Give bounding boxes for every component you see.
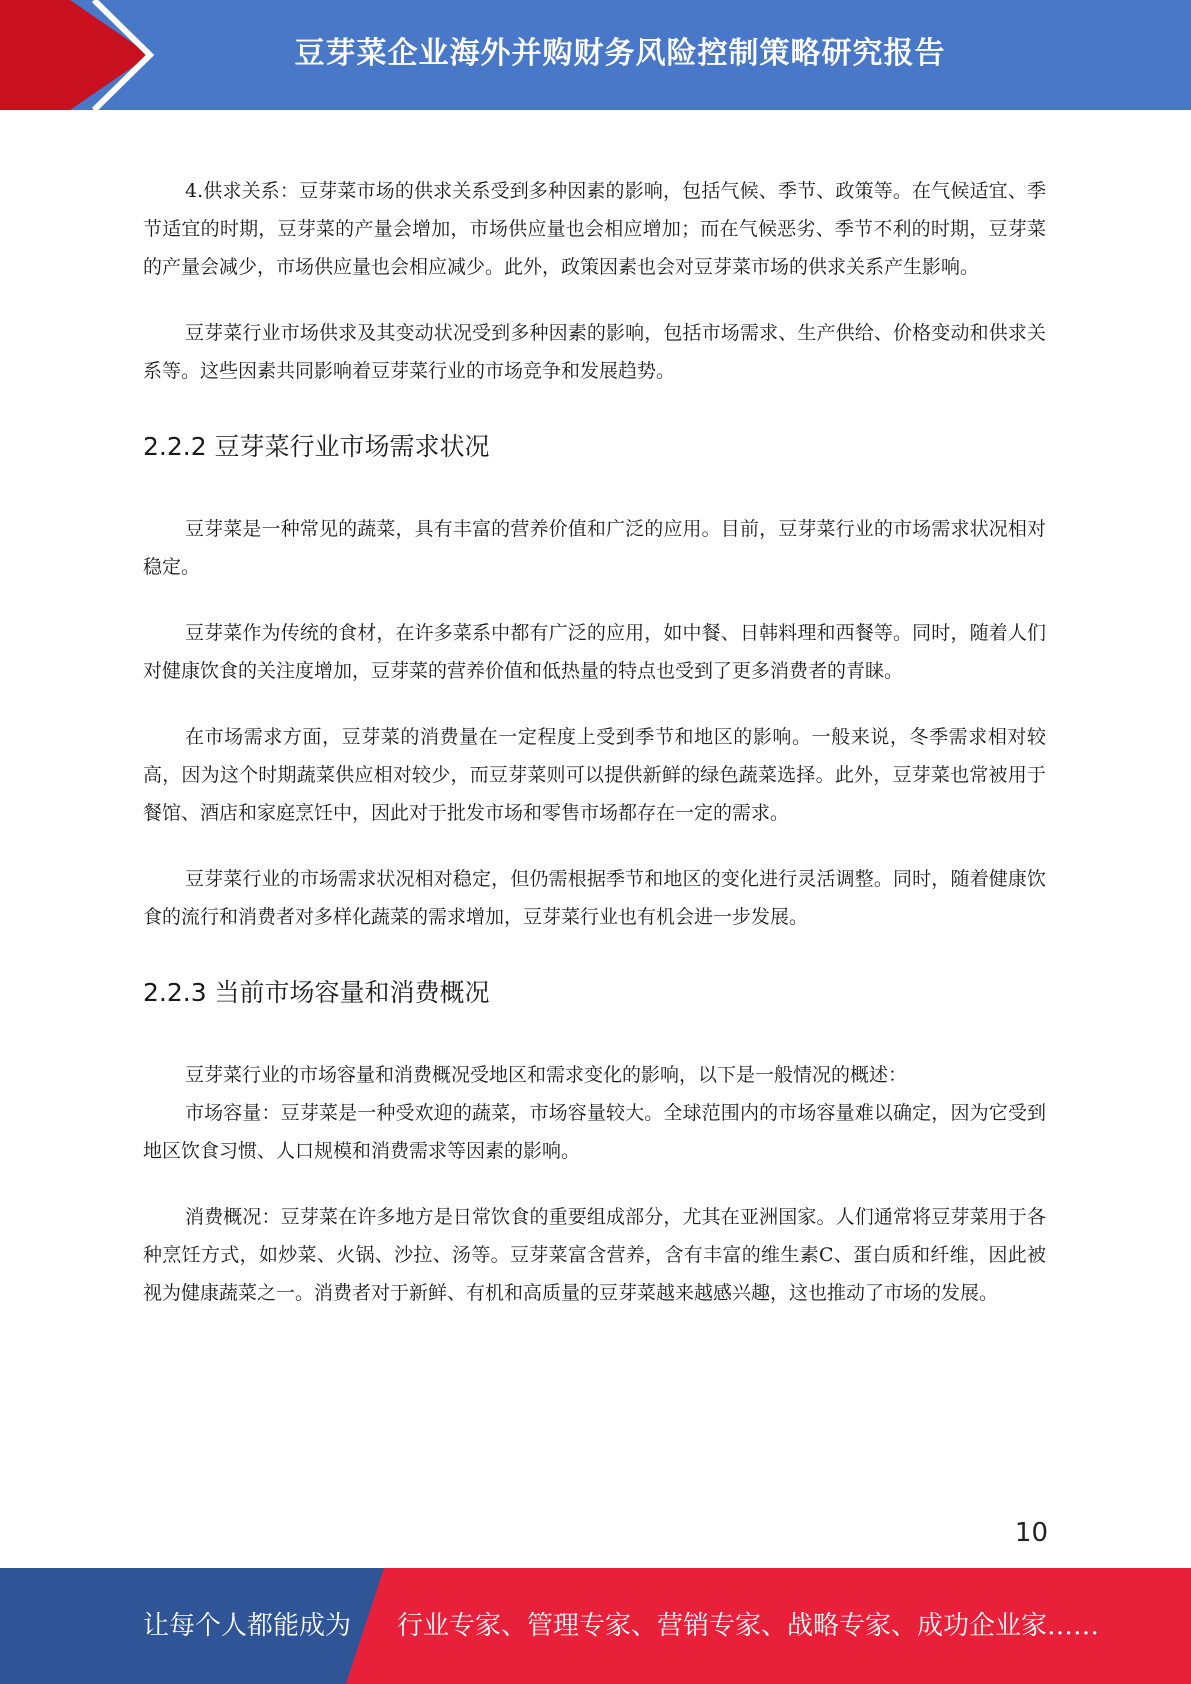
paragraph-market-factors: 豆芽菜行业市场供求及其变动状况受到多种因素的影响，包括市场需求、生产供给、价格变动和供求关系等。这些因素共同影响着豆芽菜行业的市场竞争和发展趋势。 (143, 322, 1046, 382)
header-red-arrow (0, 0, 150, 110)
paragraph-seasonal-demand: 在市场需求方面，豆芽菜的消费量在一定程度上受到季节和地区的影响。一般来说，冬季需求相对较高，因为这个时期蔬菜供应相对较少，而豆芽菜则可以提供新鲜的绿色蔬菜选择。此外，豆芽菜也常被用于餐馆、酒店和家庭烹饪中，因此对于批发市场和零售市场都存在一定的需求。 (143, 726, 1046, 824)
paragraph-capacity-intro: 豆芽菜行业的市场容量和消费概况受地区和需求变化的影响，以下是一般情况的概述： (185, 1064, 908, 1086)
paragraph-traditional-ingredient: 豆芽菜作为传统的食材，在许多菜系中都有广泛的应用，如中餐、日韩料理和西餐等。同时，随着人们对健康饮食的关注度增加，豆芽菜的营养价值和低热量的特点也受到了更多消费者的青睐。 (143, 622, 1046, 682)
paragraph-demand-stability: 豆芽菜行业的市场需求状况相对稳定，但仍需根据季节和地区的变化进行灵活调整。同时，随着健康饮食的流行和消费者对多样化蔬菜的需求增加，豆芽菜行业也有机会进一步发展。 (143, 868, 1046, 928)
page-footer (0, 1568, 1191, 1684)
document-body (143, 172, 1046, 1312)
report-title: 豆芽菜企业海外并购财务风险控制策略研究报告 (294, 36, 946, 71)
footer-slogan-right: 行业专家、管理专家、营销专家、战略专家、成功企业家…… (397, 1611, 1100, 1641)
page-header (0, 0, 1191, 110)
section-heading-2-2-2: 2.2.2 豆芽菜行业市场需求状况 (143, 432, 490, 461)
paragraph-supply-demand: 4.供求关系：豆芽菜市场的供求关系受到多种因素的影响，包括气候、季节、政策等。在气候适宜、季节适宜的时期，豆芽菜的产量会增加，市场供应量也会相应增加；而在气候恶劣、季节不利的时期，豆芽菜的产量会减少，市场供应量也会相应减少。此外，政策因素也会对豆芽菜市场的供求关系产生影响。 (143, 180, 1046, 278)
footer-slogan-left: 让每个人都能成为 (143, 1611, 352, 1641)
page-number: 10 (1014, 1518, 1048, 1548)
section-heading-2-2-3: 2.2.3 当前市场容量和消费概况 (143, 978, 490, 1007)
paragraph-consumption-overview: 消费概况：豆芽菜在许多地方是日常饮食的重要组成部分，尤其在亚洲国家。人们通常将豆芽菜用于各种烹饪方式，如炒菜、火锅、沙拉、汤等。豆芽菜富含营养，含有丰富的维生素C、蛋白质和纤维，因此被视为健康蔬菜之一。消费者对于新鲜、有机和高质量的豆芽菜越来越感兴趣，这也推动了市场的发展。 (143, 1206, 1046, 1304)
paragraph-demand-overview: 豆芽菜是一种常见的蔬菜，具有丰富的营养价值和广泛的应用。目前，豆芽菜行业的市场需求状况相对稳定。 (143, 518, 1046, 578)
paragraph-market-capacity: 市场容量：豆芽菜是一种受欢迎的蔬菜，市场容量较大。全球范围内的市场容量难以确定，因为它受到地区饮食习惯、人口规模和消费需求等因素的影响。 (143, 1102, 1046, 1162)
